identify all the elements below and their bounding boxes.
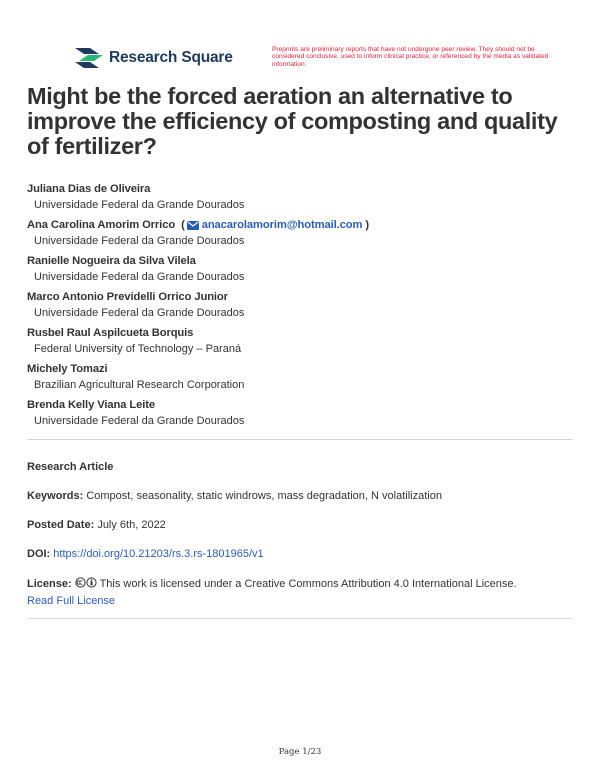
license-text: This work is licensed under a Creative Commons Attribution 4.0 International License. xyxy=(99,578,517,590)
author-entry xyxy=(27,180,575,216)
research-square-logo-icon xyxy=(74,46,104,70)
page-header xyxy=(74,46,554,76)
license-label: License: xyxy=(27,578,72,590)
keywords-label: Keywords: xyxy=(27,490,84,502)
author-affiliation: Universidade Federal da Grande Dourados xyxy=(34,307,245,319)
divider-bottom xyxy=(27,618,573,619)
creative-commons-icon xyxy=(75,577,97,588)
author-affiliation: Universidade Federal da Grande Dourados xyxy=(34,415,245,427)
author-entry xyxy=(27,360,575,396)
doi-row xyxy=(27,546,575,562)
corresponding-email xyxy=(181,218,369,233)
author-name-row xyxy=(27,216,575,234)
email-close-paren: ) xyxy=(365,218,369,231)
author-list xyxy=(27,180,575,432)
author-name[interactable]: Rusbel Raul Aspilcueta Borquis xyxy=(27,326,194,339)
author-entry xyxy=(27,288,575,324)
brand-name: Research Square xyxy=(109,49,233,66)
envelope-icon xyxy=(187,221,199,230)
email-open-paren: ( xyxy=(181,218,185,231)
posted-date-label: Posted Date: xyxy=(27,519,95,531)
author-entry xyxy=(27,216,575,252)
posted-date-value: July 6th, 2022 xyxy=(97,519,166,531)
doi-label: DOI: xyxy=(27,548,51,560)
author-entry xyxy=(27,324,575,360)
email-link[interactable]: anacarolamorim@hotmail.com xyxy=(201,218,363,231)
license-row xyxy=(27,576,575,592)
author-name[interactable]: Juliana Dias de Oliveira xyxy=(27,182,151,195)
author-name[interactable]: Marco Antonio Previdelli Orrico Junior xyxy=(27,290,228,303)
article-type: Research Article xyxy=(27,461,114,473)
author-affiliation: Brazilian Agricultural Research Corporation xyxy=(34,379,245,391)
doi-link[interactable]: https://doi.org/10.21203/rs.3.rs-1801965/v1 xyxy=(53,548,264,560)
author-entry xyxy=(27,252,575,288)
read-full-license-link[interactable]: Read Full License xyxy=(27,595,116,607)
author-name[interactable]: Ana Carolina Amorim Orrico xyxy=(27,218,176,231)
keywords-row xyxy=(27,488,575,504)
keywords-value: Compost, seasonality, static windrows, mass degradation, N volatilization xyxy=(86,490,442,502)
author-entry xyxy=(27,396,575,432)
author-affiliation: Federal University of Technology – Paraná xyxy=(34,343,242,355)
author-name[interactable]: Brenda Kelly Viana Leite xyxy=(27,398,155,411)
paper-title: Might be the forced aeration an alternative to improve the efficiency of composting and quality of fertilizer? xyxy=(27,83,558,159)
preprint-notice: Preprints are preliminary reports that have not undergone peer review. They should not be considered conclusive, used to inform clinical practice, or referenced by the media as validated information. xyxy=(272,46,549,68)
author-affiliation: Universidade Federal da Grande Dourados xyxy=(34,235,245,247)
divider-top xyxy=(27,439,573,440)
research-square-logo[interactable] xyxy=(74,46,233,70)
read-license-row xyxy=(27,593,575,609)
author-affiliation: Universidade Federal da Grande Dourados xyxy=(34,199,245,211)
posted-date-row xyxy=(27,517,575,533)
author-name[interactable]: Ranielle Nogueira da Silva Vilela xyxy=(27,254,196,267)
author-affiliation: Universidade Federal da Grande Dourados xyxy=(34,271,245,283)
author-name[interactable]: Michely Tomazi xyxy=(27,362,108,375)
page-number: Page 1/23 xyxy=(278,747,322,757)
